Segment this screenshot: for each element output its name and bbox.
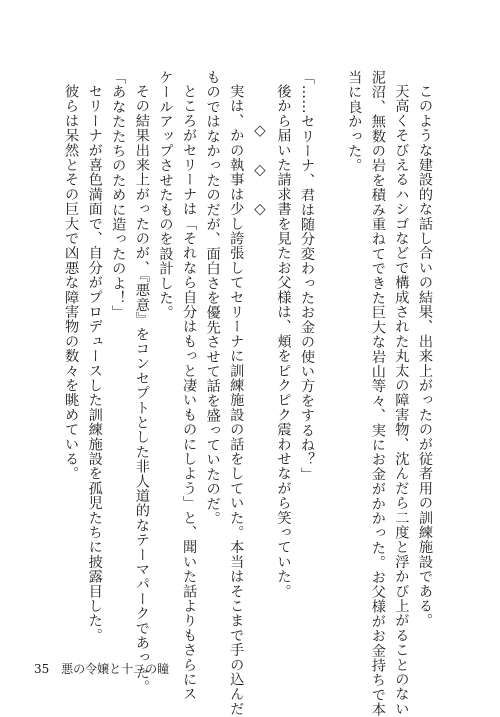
text-line: ケールアップさせたものを設計した。 <box>157 70 174 320</box>
text-line: 当に良かった。 <box>346 70 363 173</box>
text-line: ものではなかったのだが、面白さを優先させて話を盛っていたのだ。 <box>204 70 221 526</box>
text-line: 後から届いた請求書を見たお父様は、頬をピクピク震わせながら笑っていた。 <box>275 84 292 599</box>
text-line: 天高くそびえるハシゴなどで構成された丸太の障害物、沈んだら二度と浮かび上がることのない <box>393 84 410 717</box>
blank-line <box>318 70 342 630</box>
text-line: 「あなたたちのために造ったのよ！」 <box>110 70 127 320</box>
text-line: このような建設的な話し合いの結果、出来上がったのが従者用の訓練施設である。 <box>417 84 433 629</box>
book-title: 悪の令嬢と十二の瞳 <box>61 662 170 676</box>
page-number: 35 <box>34 662 50 676</box>
text-line: 彼らは呆然とその巨大で凶悪な障害物の数々を眺めている。 <box>63 84 80 482</box>
page-footer <box>34 660 169 677</box>
text-line: 「……セリーナ、君は随分変わったお金の使い方をするね？」 <box>299 70 316 482</box>
text-line: その結果出来上がったのが、『悪意』をコンセプトとした非人道的なテーマパークであった。 <box>133 84 150 695</box>
text-line: 実は、かの執事は少し誇張してセリーナに訓練施設の話をしていた。本当はそこまで手の込んだ <box>228 84 245 717</box>
text-line: ところがセリーナは「それなら自分はもっと凄いものにしよう」と、聞いた話よりもさらにス <box>181 84 198 702</box>
text-line: 泥沼、無数の岩を積み重ねてできた巨大な岩山等々、実にお金がかかった。お父様がお金持ちで本 <box>369 70 386 717</box>
text-line: セリーナが喜色満面で、自分がプロデュースした訓練施設を孤児たちに披露目した。 <box>86 84 103 643</box>
section-separator: ◇ ◇ ◇ <box>250 121 269 226</box>
